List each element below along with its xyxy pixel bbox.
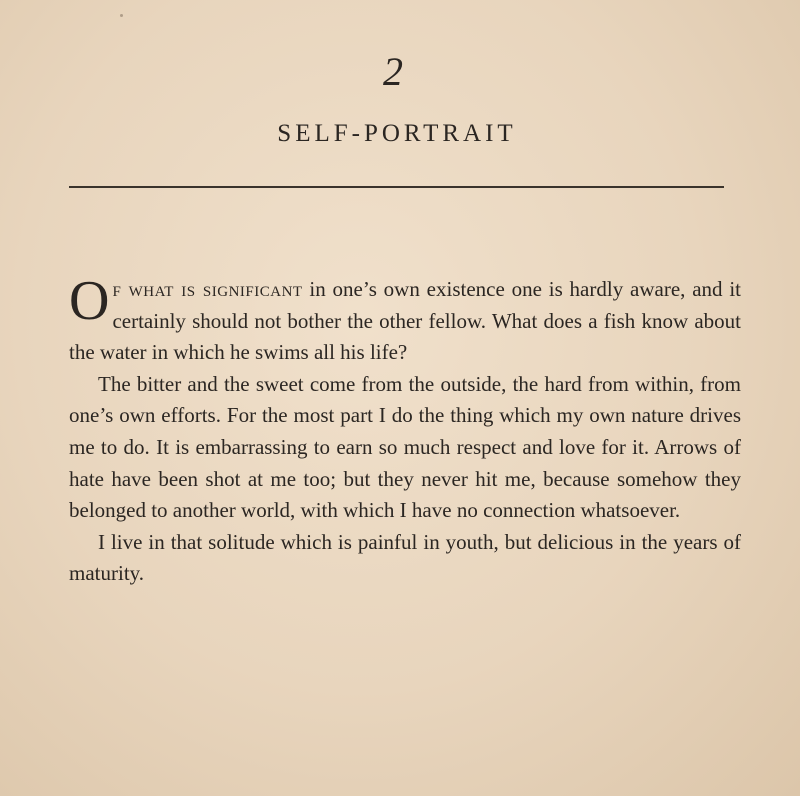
title-divider-rule	[69, 186, 724, 188]
drop-cap: O	[69, 270, 110, 332]
chapter-body	[69, 270, 742, 590]
chapter-title: SELF-PORTRAIT	[277, 120, 517, 147]
paragraph-1-text: in one’s own existence one is hardly aware, and it certainly should not bother the other fellow. What does a fish know about the water in which he swims all his life?	[69, 277, 742, 365]
paragraph-2: The bitter and the sweet come from the outside, the hard from within, from one’s own efforts. For the most part I do the thing which my own nature drives me to do. It is embarrassing to earn so much respect and love for it. Arrows of hate have been shot at me too; but they never hit me, because somehow they belonged to another world, with which I have no connection whatsoever.	[69, 371, 741, 523]
paragraph-1	[69, 270, 742, 369]
paper-speck	[120, 14, 123, 17]
chapter-number: 2	[383, 49, 403, 94]
paragraph-3: I live in that solitude which is painful in youth, but delicious in the years of maturity.	[69, 529, 741, 586]
opening-smallcaps: f what is significant	[112, 277, 303, 301]
